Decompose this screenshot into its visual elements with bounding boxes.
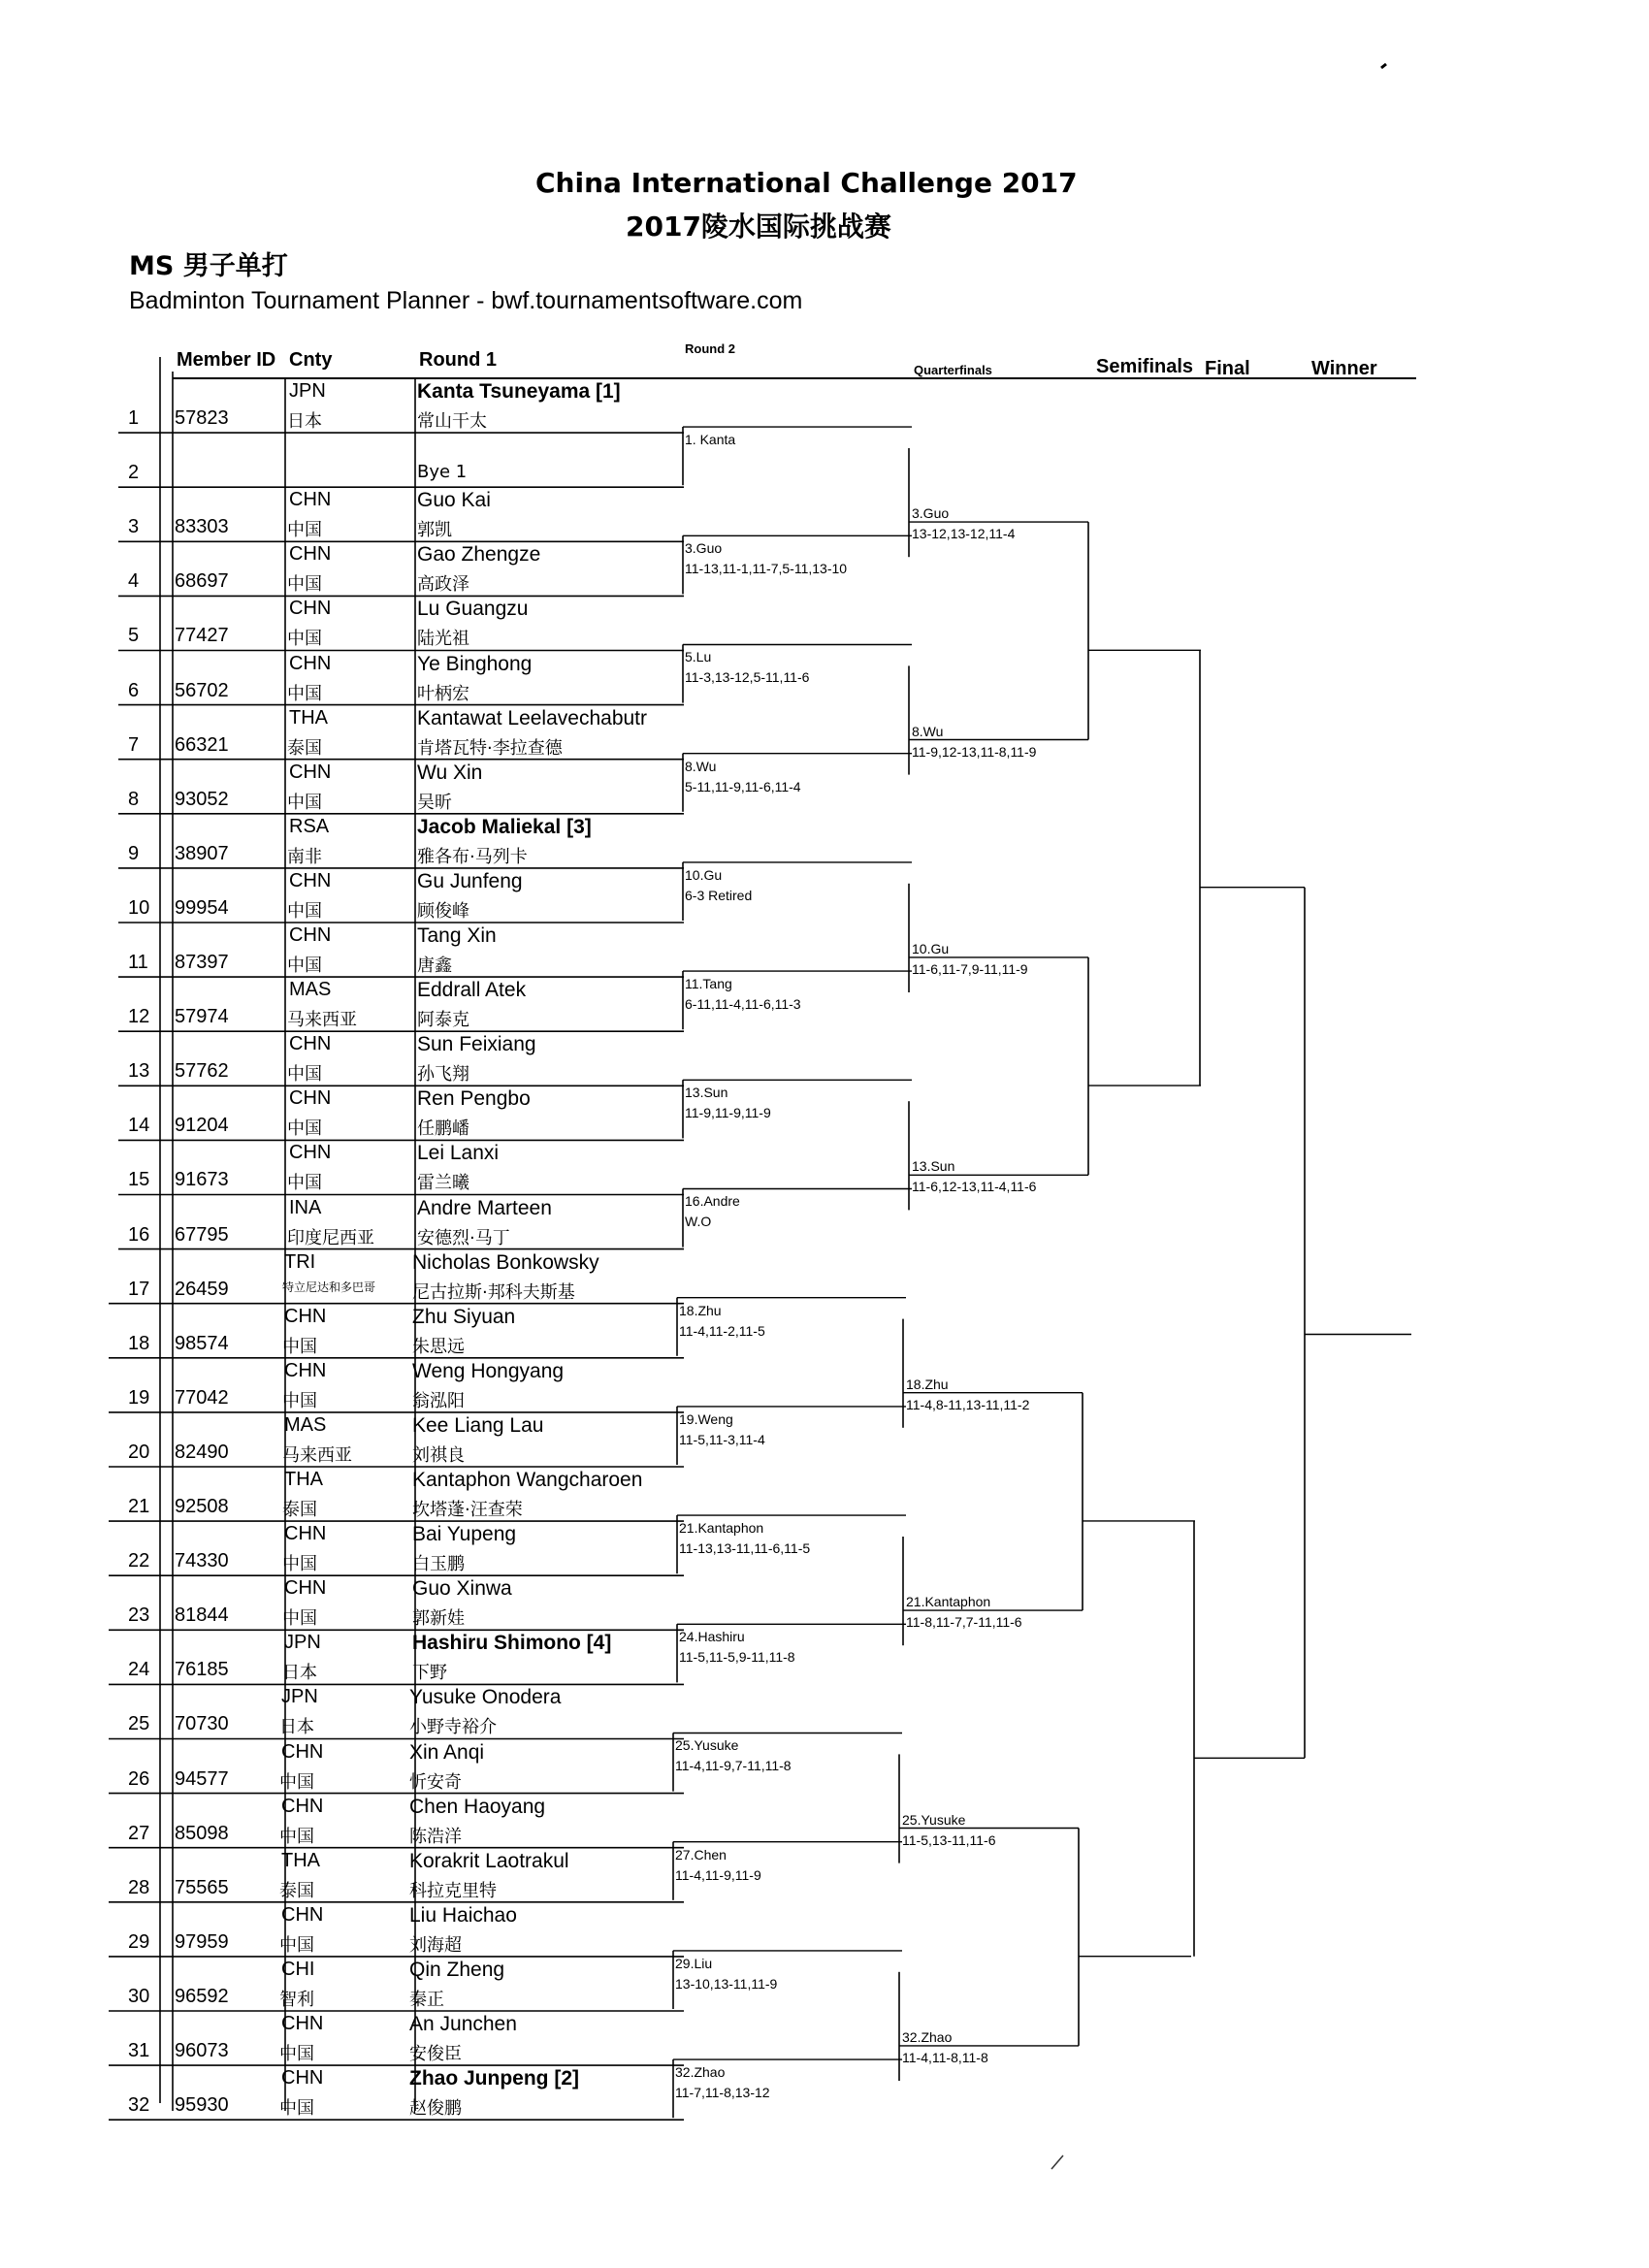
round2-winner: 19.Weng: [679, 1410, 733, 1427]
round2-score: 11-7,11-8,13-12: [675, 2085, 770, 2100]
header-round2: Round 2: [685, 341, 735, 356]
player-name[interactable]: Tang Xin: [417, 924, 497, 947]
round2-winner: 10.Gu: [685, 866, 723, 883]
header-semifinals: Semifinals: [1096, 356, 1194, 377]
player-name[interactable]: Liu Haichao: [409, 1903, 517, 1927]
round2-score: 5-11,11-9,11-6,11-4: [685, 778, 801, 794]
country-name-cn: 印度尼西亚: [287, 1227, 374, 1248]
country-name-cn: 中国: [287, 792, 322, 813]
title-cn: 2017陵水国际挑战赛: [626, 211, 891, 243]
member-id: 85098: [175, 1822, 229, 1844]
country-code: INA: [289, 1196, 322, 1218]
draw-position: 22: [128, 1550, 150, 1572]
player-name[interactable]: Chen Haoyang: [409, 1795, 546, 1818]
member-id: 94577: [175, 1767, 229, 1790]
member-id: 75565: [175, 1876, 229, 1898]
player-name[interactable]: Kantaphon Wangcharoen: [412, 1469, 643, 1491]
country-code: CHN: [289, 1087, 332, 1110]
round2-score: 11-4,11-9,7-11,11-8: [675, 1758, 792, 1774]
round2-score: 11-3,13-12,5-11,11-6: [685, 669, 810, 686]
player-name[interactable]: Korakrit Laotrakul: [409, 1849, 569, 1872]
round2-score: 6-3 Retired: [685, 887, 753, 903]
player-name-cn: 阿泰克: [417, 1010, 469, 1031]
member-id: 57974: [175, 1006, 229, 1028]
draw-position: 16: [128, 1223, 150, 1246]
member-id: 26459: [175, 1278, 229, 1300]
player-name[interactable]: Qin Zheng: [409, 1958, 505, 1981]
draw-position: 11: [128, 952, 148, 973]
country-name-cn: 中国: [287, 1064, 322, 1085]
player-name-cn: 刘海超: [409, 1934, 462, 1956]
member-id: 99954: [175, 896, 229, 919]
player-name[interactable]: Kee Liang Lau: [412, 1413, 544, 1437]
player-name-cn: 翁泓阳: [412, 1390, 465, 1411]
round2-score: W.O: [685, 1214, 712, 1230]
country-code: CHN: [289, 652, 332, 674]
draw-position: 12: [128, 1006, 150, 1028]
round2-score: 11-13,13-11,11-6,11-5: [679, 1540, 811, 1556]
draw-position: 1: [128, 407, 140, 429]
country-name-cn: 泰国: [279, 1880, 314, 1901]
round2-winner: 32.Zhao: [675, 2064, 726, 2080]
country-code: CHN: [289, 924, 332, 946]
member-id: 70730: [175, 1713, 229, 1735]
player-name-cn: 科拉克里特: [409, 1880, 497, 1901]
header-member-id: Member ID: [177, 349, 276, 371]
country-name-cn: 泰国: [282, 1500, 317, 1520]
draw-position: 29: [128, 1930, 150, 1953]
country-code: CHN: [284, 1305, 327, 1327]
round2-winner: 1. Kanta: [685, 432, 736, 447]
country-code: CHN: [289, 1033, 332, 1055]
country-name-cn: 中国: [287, 683, 322, 704]
player-name[interactable]: Lei Lanxi: [417, 1142, 500, 1165]
title-en: China International Challenge 2017: [535, 167, 1078, 199]
country-name-cn: 中国: [282, 1554, 317, 1575]
quarterfinal-score: 11-6,12-13,11-4,11-6: [912, 1179, 1037, 1195]
draw-position: 27: [128, 1822, 150, 1844]
draw-position: 18: [128, 1332, 150, 1354]
member-id: 92508: [175, 1496, 229, 1517]
header-quarterfinals: Quarterfinals: [914, 363, 992, 377]
country-code: CHN: [281, 1903, 324, 1926]
round2-winner: 18.Zhu: [679, 1302, 722, 1318]
player-name-cn: 下野: [412, 1663, 447, 1684]
draw-position: 8: [128, 788, 140, 810]
quarterfinal-score: 11-9,12-13,11-8,11-9: [912, 743, 1037, 760]
player-name[interactable]: Lu Guangzu: [417, 598, 529, 621]
member-id: 56702: [175, 679, 229, 701]
country-name-cn: 中国: [287, 574, 322, 596]
quarterfinal-score: 13-12,13-12,11-4: [912, 526, 1016, 542]
country-code: RSA: [289, 815, 330, 837]
draw-position: 28: [128, 1876, 150, 1898]
quarterfinal-score: 11-4,11-8,11-8: [902, 2049, 988, 2065]
quarterfinal-winner: 25.Yusuke: [902, 1811, 966, 1828]
player-name-cn: 顾俊峰: [417, 900, 469, 922]
draw-position: 10: [128, 896, 150, 919]
country-name-cn: 马来西亚: [282, 1444, 352, 1466]
round2-winner: 16.Andre: [685, 1193, 740, 1210]
player-name-cn: 吴昕: [417, 792, 452, 813]
member-id: 77427: [175, 625, 229, 647]
country-name-cn: 中国: [279, 1771, 314, 1793]
draw-position: 21: [128, 1496, 150, 1517]
player-name-cn: 刘祺良: [412, 1444, 465, 1466]
player-name[interactable]: Gu Junfeng: [417, 869, 523, 892]
player-name[interactable]: Gao Zhengze: [417, 543, 541, 567]
quarterfinal-score: 11-4,8-11,13-11,11-2: [906, 1396, 1030, 1412]
country-code: CHI: [281, 1958, 315, 1980]
country-code: JPN: [289, 380, 326, 402]
country-name-cn: 中国: [279, 2044, 314, 2064]
quarterfinal-winner: 32.Zhao: [902, 2028, 953, 2045]
player-name-cn: 孙飞翔: [417, 1064, 469, 1085]
country-code: THA: [281, 1849, 320, 1871]
draw-position: 6: [128, 679, 140, 701]
player-name-cn: 小野寺裕介: [409, 1717, 497, 1738]
member-id: 96073: [175, 2040, 229, 2061]
draw-position: 5: [128, 625, 140, 647]
round2-score: 11-5,11-3,11-4: [679, 1431, 765, 1447]
player-name[interactable]: Sun Feixiang: [417, 1033, 536, 1056]
player-name[interactable]: Zhao Junpeng [2]: [409, 2067, 579, 2090]
round2-winner: 3.Guo: [685, 540, 723, 557]
player-name[interactable]: Ye Binghong: [417, 652, 533, 675]
quarterfinal-score: 11-8,11-7,7-11,11-6: [906, 1614, 1022, 1631]
country-name-cn: 中国: [282, 1390, 317, 1411]
draw-position: 3: [128, 516, 140, 538]
country-name-cn: 特立尼达和多巴哥: [282, 1280, 376, 1294]
country-name-cn: 马来西亚: [287, 1010, 357, 1031]
player-name[interactable]: Kanta Tsuneyama [1]: [417, 380, 621, 403]
round2-winner: 21.Kantaphon: [679, 1520, 764, 1536]
header-winner: Winner: [1311, 358, 1377, 379]
member-id: 57823: [175, 407, 229, 429]
quarterfinal-winner: 21.Kantaphon: [906, 1594, 991, 1610]
round2-score: 11-4,11-9,11-9: [675, 1866, 761, 1883]
country-name-cn: 中国: [282, 1336, 317, 1357]
member-id: 95930: [175, 2094, 229, 2117]
player-name-cn: 唐鑫: [417, 956, 452, 976]
player-name[interactable]: An Junchen: [409, 2013, 517, 2035]
country-code: CHN: [289, 869, 332, 891]
member-id: 68697: [175, 570, 229, 593]
country-name-cn: 中国: [287, 520, 322, 541]
player-name-cn: 秦正: [409, 1989, 444, 2010]
planner-credit: Badminton Tournament Planner - bwf.tournamentsoftware.com: [129, 287, 803, 314]
country-code: CHN: [281, 2013, 324, 2034]
member-id: 91204: [175, 1115, 229, 1137]
quarterfinal-winner: 13.Sun: [912, 1158, 955, 1175]
round2-score: 11-9,11-9,11-9: [685, 1105, 771, 1121]
member-id: 74330: [175, 1550, 229, 1572]
member-id: 81844: [175, 1604, 229, 1627]
country-code: CHN: [289, 761, 332, 783]
round2-winner: 29.Liu: [675, 1955, 713, 1971]
country-code: CHN: [289, 598, 332, 620]
player-name[interactable]: Kantawat Leelavechabutr: [417, 706, 647, 729]
player-name[interactable]: Hashiru Shimono [4]: [412, 1632, 612, 1655]
country-name-cn: 中国: [279, 1934, 314, 1956]
quarterfinal-score: 11-6,11-7,9-11,11-9: [912, 960, 1028, 977]
draw-position: 20: [128, 1441, 150, 1463]
draw-position: 26: [128, 1767, 150, 1790]
draw-position: 7: [128, 733, 140, 756]
round2-winner: 25.Yusuke: [675, 1737, 739, 1754]
member-id: 57762: [175, 1060, 229, 1083]
draw-position: 19: [128, 1386, 150, 1409]
player-name[interactable]: Guo Xinwa: [412, 1577, 512, 1601]
player-name[interactable]: Zhu Siyuan: [412, 1305, 516, 1328]
round2-winner: 27.Chen: [675, 1846, 727, 1863]
country-name-cn: 日本: [279, 1717, 314, 1738]
country-name-cn: 泰国: [287, 737, 322, 759]
quarterfinal-winner: 8.Wu: [912, 723, 944, 739]
header-cnty: Cnty: [289, 349, 333, 371]
player-name[interactable]: Ren Pengbo: [417, 1087, 531, 1111]
player-name-cn: 任鹏嶓: [417, 1118, 469, 1140]
country-name-cn: 日本: [287, 411, 322, 432]
draw-position: 30: [128, 1985, 150, 2007]
member-id: 76185: [175, 1659, 229, 1681]
draw-position: 4: [128, 570, 140, 593]
player-name[interactable]: Jacob Maliekal [3]: [417, 815, 592, 838]
header-round1: Round 1: [419, 349, 497, 371]
draw-position: 32: [128, 2094, 150, 2117]
country-code: CHN: [284, 1577, 327, 1600]
country-code: CHN: [281, 1795, 324, 1817]
round2-winner: 24.Hashiru: [679, 1629, 745, 1645]
player-name[interactable]: Wu Xin: [417, 761, 483, 784]
player-name[interactable]: Weng Hongyang: [412, 1359, 565, 1382]
round2-winner: 11.Tang: [685, 976, 732, 991]
round2-winner: 13.Sun: [685, 1085, 728, 1101]
member-id: 66321: [175, 733, 229, 756]
country-code: THA: [289, 706, 328, 729]
member-id: 96592: [175, 1985, 229, 2007]
player-name[interactable]: Nicholas Bonkowsky: [412, 1250, 599, 1274]
country-name-cn: 南非: [287, 846, 322, 867]
country-name-cn: 中国: [287, 629, 322, 650]
draw-position: 13: [128, 1060, 150, 1083]
country-code: MAS: [289, 979, 332, 1001]
player-name-cn: 赵俊鹏: [409, 2098, 462, 2120]
country-name-cn: 日本: [282, 1663, 317, 1684]
draw-position: 24: [128, 1659, 150, 1681]
player-name-cn: 郭新娃: [412, 1608, 465, 1630]
event-name: MS 男子单打: [129, 251, 288, 281]
member-id: 93052: [175, 788, 229, 810]
country-code: JPN: [284, 1632, 321, 1654]
player-name[interactable]: Xin Anqi: [409, 1740, 485, 1764]
header-final: Final: [1205, 358, 1250, 379]
player-name[interactable]: Bai Yupeng: [412, 1523, 517, 1546]
member-id: 67795: [175, 1223, 229, 1246]
country-code: MAS: [284, 1413, 327, 1436]
draw-position: 14: [128, 1115, 150, 1137]
country-code: CHN: [284, 1523, 327, 1545]
country-code: CHN: [284, 1359, 327, 1381]
member-id: 82490: [175, 1441, 229, 1463]
country-code: CHN: [281, 1740, 324, 1763]
player-name-cn: 常山干太: [417, 411, 487, 432]
member-id: 77042: [175, 1386, 229, 1409]
player-name-cn: 郭凯: [417, 520, 452, 541]
country-name-cn: 中国: [279, 1826, 314, 1847]
country-code: THA: [284, 1469, 323, 1490]
member-id: 91673: [175, 1169, 229, 1191]
player-name-cn: Bye 1: [417, 462, 468, 483]
player-name-cn: 陈浩洋: [409, 1826, 462, 1847]
draw-position: 17: [128, 1278, 150, 1300]
draw-position: 23: [128, 1604, 150, 1627]
player-name[interactable]: Guo Kai: [417, 489, 491, 512]
player-name-cn: 雅各布·马列卡: [417, 846, 528, 867]
draw-position: 31: [128, 2040, 150, 2061]
player-name[interactable]: Yusuke Onodera: [409, 1686, 562, 1709]
player-name-cn: 肯塔瓦特·李拉查德: [417, 737, 563, 759]
draw-position: 25: [128, 1713, 150, 1735]
round2-score: 6-11,11-4,11-6,11-3: [685, 996, 801, 1012]
player-name-cn: 安俊臣: [409, 2044, 462, 2064]
player-name-cn: 高政泽: [417, 574, 469, 596]
player-name-cn: 尼古拉斯·邦科夫斯基: [412, 1281, 575, 1303]
member-id: 97959: [175, 1930, 229, 1953]
player-name-cn: 坎塔蓬·汪查荣: [412, 1500, 523, 1520]
quarterfinal-winner: 10.Gu: [912, 940, 950, 956]
quarterfinal-winner: 3.Guo: [912, 505, 950, 522]
player-name-cn: 雷兰曦: [417, 1173, 469, 1194]
quarterfinal-winner: 18.Zhu: [906, 1376, 949, 1392]
country-code: CHN: [289, 1142, 332, 1164]
quarterfinal-score: 11-5,13-11,11-6: [902, 1831, 996, 1848]
member-id: 87397: [175, 952, 229, 973]
player-name-cn: 白玉鹏: [412, 1554, 465, 1575]
country-name-cn: 中国: [287, 956, 322, 976]
round2-winner: 8.Wu: [685, 758, 717, 774]
member-id: 98574: [175, 1332, 229, 1354]
player-name-cn: 安德烈·马丁: [417, 1227, 510, 1248]
country-code: CHN: [281, 2067, 324, 2090]
player-name-cn: 叶柄宏: [417, 683, 469, 704]
country-name-cn: 智利: [279, 1989, 314, 2010]
draw-position: 2: [128, 462, 140, 484]
country-name-cn: 中国: [287, 1173, 322, 1194]
country-code: TRI: [284, 1250, 316, 1273]
player-name-cn: 陆光祖: [417, 629, 469, 650]
player-name-cn: 忻安奇: [409, 1771, 462, 1793]
country-code: JPN: [281, 1686, 318, 1708]
country-name-cn: 中国: [279, 2098, 314, 2120]
round2-winner: 5.Lu: [685, 649, 712, 665]
player-name[interactable]: Eddrall Atek: [417, 979, 527, 1002]
member-id: 38907: [175, 842, 229, 864]
round2-score: 11-4,11-2,11-5: [679, 1322, 765, 1339]
draw-position: 9: [128, 842, 140, 864]
player-name-cn: 朱思远: [412, 1336, 465, 1357]
draw-position: 15: [128, 1169, 150, 1191]
country-name-cn: 中国: [287, 900, 322, 922]
player-name[interactable]: Andre Marteen: [417, 1196, 552, 1219]
round2-score: 13-10,13-11,11-9: [675, 1975, 778, 1992]
round2-score: 11-13,11-1,11-7,5-11,13-10: [685, 561, 848, 577]
round2-score: 11-5,11-5,9-11,11-8: [679, 1649, 795, 1666]
country-code: CHN: [289, 489, 332, 511]
country-name-cn: 中国: [282, 1608, 317, 1630]
member-id: 83303: [175, 516, 229, 538]
country-name-cn: 中国: [287, 1118, 322, 1140]
country-code: CHN: [289, 543, 332, 566]
